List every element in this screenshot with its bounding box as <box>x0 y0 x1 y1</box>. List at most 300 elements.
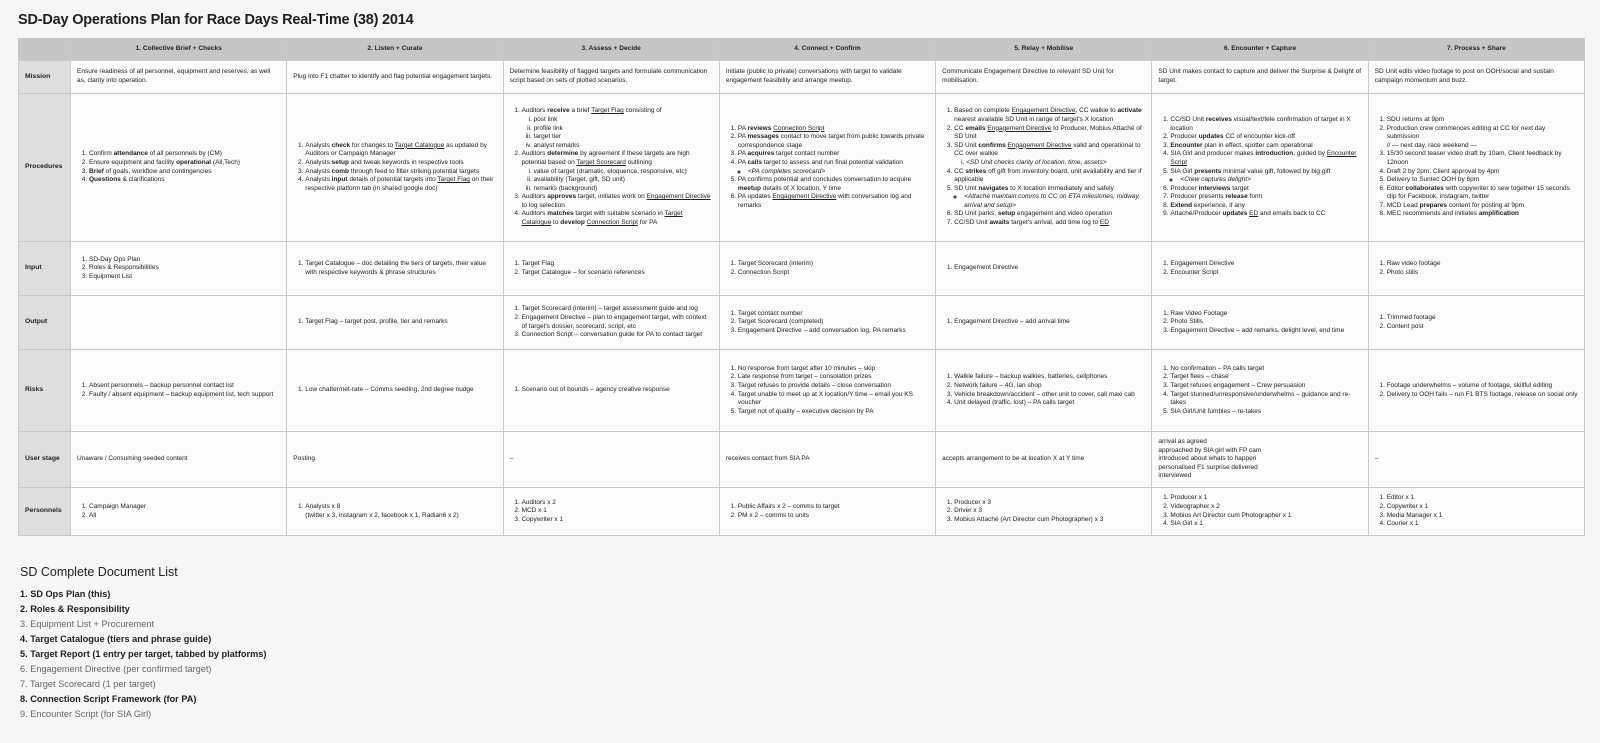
table-cell <box>1368 488 1584 536</box>
text-run: target, initiates work on <box>576 193 647 201</box>
table-cell <box>1152 350 1368 432</box>
list-item <box>89 159 280 168</box>
list-item <box>522 210 713 227</box>
document-list-item: 4. Target Catalogue (tiers and phrase guide) <box>20 634 212 644</box>
list-item <box>954 168 1145 185</box>
text-run: updates <box>1198 133 1224 141</box>
text-run: No response from target after 10 minutes – skip <box>737 364 876 372</box>
list-item <box>1387 269 1578 278</box>
text-run: Target Flag <box>437 176 470 184</box>
list-item <box>1170 150 1361 167</box>
text-run: for PA <box>637 218 658 226</box>
text-run: Draft 2 by 2pm, Client approval by 4pm <box>1386 167 1500 175</box>
document-list-item: 3. Equipment List + Procurement <box>20 619 155 629</box>
numbered-list <box>293 142 496 193</box>
cell-text: SD Unit makes contact to capture and deliver the Surprise & Delight of target. <box>1158 68 1362 84</box>
text-run: Copywriter x 1 <box>521 515 564 523</box>
table-cell <box>1368 432 1584 488</box>
list-item <box>1170 202 1361 211</box>
list-item <box>305 159 496 168</box>
text-run: Target Scorecard (interim) – target assessment guide and log <box>521 305 698 313</box>
text-run: analyst remarks <box>533 141 580 149</box>
text-run: a brief <box>569 107 592 115</box>
text-run: Network failure – 4G, lan shop <box>954 381 1042 389</box>
text-run: Target Flag – target post, profile, tier and remarks <box>305 318 448 326</box>
text-run: Producer <box>1170 184 1199 192</box>
text-run: Engagement Directive <box>1007 141 1072 149</box>
list-item <box>1387 202 1578 211</box>
list-item <box>954 318 1145 327</box>
list-item <box>1170 512 1361 521</box>
text-run: Engagement Directive <box>1170 259 1235 267</box>
text-run: details of X location, Y time <box>760 184 841 192</box>
table-cell <box>936 350 1152 432</box>
text-run: Content post <box>1386 322 1424 330</box>
text-run: Engagement Directive <box>646 193 711 201</box>
text-run: Driver x 3 <box>954 507 982 515</box>
cell-text: SD Unit edits video footage to post on OOH/social and sustain campaign momentum and buzz. <box>1374 68 1554 84</box>
text-run: Photo Stills <box>1170 318 1203 326</box>
sublist-item <box>534 142 713 151</box>
text-run: with conversation log and remarks <box>737 193 912 209</box>
text-run: post link <box>533 116 558 124</box>
text-run: Roles & Responsibilities <box>89 264 159 272</box>
list-item <box>954 219 1145 228</box>
list-item <box>522 269 713 278</box>
text-run: Target Scorecard <box>576 158 626 166</box>
list-item <box>1170 494 1361 503</box>
table-cell <box>1152 296 1368 350</box>
table-cell <box>71 432 287 488</box>
list-item <box>522 107 713 150</box>
table-cell <box>719 242 935 296</box>
list-item <box>522 150 713 193</box>
text-run: <PA completes scorecard> <box>747 167 826 175</box>
list-item <box>1170 269 1361 278</box>
document-list <box>20 565 266 722</box>
list-item <box>89 168 280 177</box>
cell-text: Unaware / Consuming seeded content <box>77 455 188 463</box>
text-run: , guided by <box>1293 150 1327 158</box>
list-item <box>954 107 1145 124</box>
list-item <box>738 193 929 210</box>
table-row <box>19 61 1585 94</box>
table-row <box>19 296 1585 350</box>
list-item <box>954 264 1145 273</box>
text-run: Vehicle breakdown/accident – other unit to cover, call maxi cab <box>954 390 1135 398</box>
text-run: Connection Script <box>737 268 790 276</box>
text-run: and tweak keywords in respective tools <box>349 158 464 166</box>
numbered-list <box>1375 494 1578 528</box>
text-run: Target contact number <box>737 309 803 317</box>
text-run: setup <box>331 158 349 166</box>
list-item <box>1387 494 1578 503</box>
text-run: Ensure equipment and facility <box>89 158 177 166</box>
text-run: (All,Tech) <box>211 158 241 166</box>
cell-text: – <box>509 455 514 463</box>
list-item <box>738 125 929 134</box>
text-run: CC/SD Unit <box>954 218 990 226</box>
text-run: Target unable to meet up at X location/Y time – email you KS voucher <box>737 390 913 407</box>
list-item <box>89 503 280 512</box>
document-list-item: 7. Target Scorecard (1 per target) <box>20 679 156 689</box>
table-cell <box>287 94 503 242</box>
table-row <box>19 242 1585 296</box>
text-run: Connection Script <box>586 218 638 226</box>
text-run: target to assess and run final potential validation <box>761 158 903 166</box>
text-run: Target Catalogue <box>521 210 683 226</box>
text-run: to X location immediately and safely <box>1008 184 1114 192</box>
text-run: Target Scorecard (interim) <box>737 259 813 267</box>
cell-text: arrival as agreed approached by SIA girl with FP cam introduced about whats to happen personalised F1 surprise delivered interviewed <box>1158 438 1262 480</box>
numbered-list <box>1158 310 1361 336</box>
text-run: value of target (dramatic, eloquence, responsive, etc) <box>533 167 687 175</box>
table-cell <box>1368 242 1584 296</box>
document-list-item: 9. Encounter Script (for SIA Girl) <box>20 709 152 719</box>
numbered-list <box>942 499 1145 525</box>
text-run: develop <box>560 218 585 226</box>
list-item <box>1170 116 1361 133</box>
text-run: Target flees – chase <box>1170 373 1229 381</box>
text-run: PA confirms potential and concludes conversation to acquire <box>737 176 912 184</box>
text-run: Editor x 1 <box>1386 494 1415 502</box>
numbered-list <box>1158 494 1361 528</box>
text-run: Scenario out of bounds – agency creative response <box>521 386 670 394</box>
bullet-sublist <box>954 193 1145 210</box>
text-run: introduction <box>1255 150 1294 158</box>
text-run: matches <box>547 210 574 218</box>
text-run: target's arrival, add time log to <box>1009 218 1100 226</box>
text-run: Analysts x 8 <box>305 502 341 510</box>
numbered-list <box>293 386 496 395</box>
table-row <box>19 94 1585 242</box>
text-run: minimal value gift, followed by big gift <box>1221 167 1331 175</box>
text-run: Target refuses engagement – Crew persuasion <box>1170 381 1306 389</box>
text-run: SIA Girl <box>1170 167 1195 175</box>
list-item <box>1170 408 1361 417</box>
sublist-item <box>534 133 713 142</box>
text-run: receive <box>547 107 570 115</box>
text-run: Auditors <box>521 150 548 158</box>
document-list-item: 5. Target Report (1 entry per target, tabbed by platforms) <box>20 649 267 659</box>
list-item <box>954 210 1145 219</box>
list-item <box>305 142 496 159</box>
list-item <box>1170 142 1361 151</box>
table-cell <box>936 296 1152 350</box>
list-item <box>1387 176 1578 185</box>
list-item <box>305 176 496 193</box>
list-item <box>305 503 496 520</box>
text-run: 15/30 second teaser video draft by 10am, Client feedback by 12noon <box>1386 150 1562 166</box>
table-cell <box>719 350 935 432</box>
text-run: PA <box>737 150 748 158</box>
numbered-list <box>726 310 929 336</box>
cell-text: Communicate Engagement Directive to relevant SD Unit for mobilisation. <box>942 68 1114 84</box>
numbered-list <box>77 382 280 399</box>
text-run: No confirmation – PA calls target <box>1170 364 1265 372</box>
text-run: experience, if any <box>1192 201 1245 209</box>
table-cell <box>1368 296 1584 350</box>
column-header: 5. Relay + Mobilise <box>936 39 1152 61</box>
list-item <box>954 391 1145 400</box>
text-run: Engagement Directive <box>987 124 1052 132</box>
table-cell <box>71 94 287 242</box>
text-run: content for posting at 9pm <box>1447 201 1524 209</box>
text-run: Engagement Directive <box>772 193 837 201</box>
list-item <box>89 512 280 521</box>
text-run: attendance <box>113 150 148 158</box>
column-header: 1. Collective Brief + Checks <box>71 39 287 61</box>
text-run: SIA Girl/Unit fumbles – re-takes <box>1170 407 1262 415</box>
text-run: through feed to filter striking potential targets <box>349 167 480 175</box>
text-run: profile link <box>533 124 563 132</box>
column-header: 7. Process + Share <box>1368 39 1584 61</box>
text-run: PA <box>737 133 748 141</box>
text-run: check <box>331 141 351 149</box>
list-item <box>954 507 1145 516</box>
text-run: Engagement Directive – add conversation log, PA remarks <box>737 326 906 334</box>
cell-text: receives contact from SIA PA <box>725 455 810 463</box>
text-run: nearest available SD Unit in range of target's X location <box>954 116 1114 124</box>
text-run: details of potential targets into <box>347 176 438 184</box>
text-run: Trimmed footage <box>1386 313 1436 321</box>
numbered-list <box>1375 260 1578 277</box>
text-run: Connection Script <box>773 124 825 132</box>
text-run: Analysts <box>305 141 332 149</box>
text-run: remarks (background) <box>533 184 598 192</box>
text-run: Footage underwhelms – volume of footage, skillful editing <box>1386 381 1553 389</box>
list-item <box>305 168 496 177</box>
list-item <box>1387 185 1578 202</box>
numbered-list <box>293 318 496 327</box>
list-item <box>1387 260 1578 269</box>
text-run: Mobius Attaché (Art Director cum Photographer) x 3 <box>954 515 1104 523</box>
text-run: CC <box>954 124 966 132</box>
text-run: Producer presents <box>1170 193 1226 201</box>
text-run: target contact number <box>774 150 840 158</box>
text-run: consisting of <box>623 107 662 115</box>
text-run: Absent personnels – backup personnel contact list <box>89 381 234 389</box>
text-run: Confirm <box>89 150 114 158</box>
text-run: Target Flag <box>521 259 555 267</box>
numbered-list <box>1375 314 1578 331</box>
text-run: ED <box>1099 218 1109 226</box>
text-run: Connection Script – conversation guide for PA to contact target <box>521 331 703 339</box>
table-cell <box>503 432 719 488</box>
sublist-item <box>534 125 713 134</box>
text-run: strikes <box>965 167 987 175</box>
table-cell <box>287 350 503 432</box>
text-run: Courier x 1 <box>1386 520 1419 528</box>
list-item <box>1387 391 1578 400</box>
text-run: PA <box>737 124 748 132</box>
table-cell <box>1368 61 1584 94</box>
numbered-list <box>77 150 280 184</box>
roman-sublist <box>522 168 713 194</box>
table-cell <box>936 488 1152 536</box>
text-run: to Producer, Mobius Attaché of SD Unit <box>954 124 1142 141</box>
list-item <box>954 125 1145 142</box>
list-item <box>1387 323 1578 332</box>
text-run: Auditors <box>521 193 548 201</box>
text-run: Late response from target – consolation prizes <box>737 373 872 381</box>
table-cell <box>71 61 287 94</box>
row-header: Personnels <box>19 488 71 536</box>
numbered-list <box>726 503 929 520</box>
text-run: engagement and video operation <box>1015 210 1113 218</box>
list-item <box>954 382 1145 391</box>
text-run: MEC recommends and initiates <box>1386 210 1479 218</box>
text-run: Walkie failure – backup walkies, batteries, cellphones <box>954 373 1108 381</box>
text-run: prepares <box>1419 201 1448 209</box>
table-cell <box>503 94 719 242</box>
numbered-list <box>293 260 496 277</box>
text-run: availability (Target, gift, SD unit) <box>533 176 625 184</box>
list-item <box>522 507 713 516</box>
roman-sublist <box>522 116 713 150</box>
cell-text: accepts arrangement to be at location X at Y time <box>942 455 1085 463</box>
text-run: input <box>331 176 348 184</box>
list-item <box>954 399 1145 408</box>
text-run: Engagement Directive <box>954 264 1019 272</box>
table-cell <box>503 488 719 536</box>
list-item <box>738 373 929 382</box>
document-list-heading: SD Complete Document List <box>20 565 178 579</box>
list-item <box>522 260 713 269</box>
text-run: Brief <box>89 167 104 175</box>
text-run: calls <box>747 158 762 166</box>
numbered-list <box>293 503 496 520</box>
list-item <box>522 193 713 210</box>
text-run: SD-Day Ops Plan <box>89 255 141 263</box>
text-run: Low chatter/net-rate – Comms seeding, 2nd degree nudge <box>305 386 474 394</box>
list-item <box>1170 327 1361 336</box>
text-run: SIA Girl and producer makes <box>1170 150 1256 158</box>
item-note: // — next day, race weekend — <box>1386 141 1477 149</box>
document-list-items <box>20 587 266 722</box>
text-run: meetup <box>737 184 761 192</box>
numbered-list <box>510 305 713 339</box>
sublist-item <box>534 116 713 125</box>
list-item <box>738 391 929 408</box>
text-run: PA <box>737 158 748 166</box>
list-item <box>738 176 929 193</box>
text-run: Target not of quality – executive decision by PA <box>737 407 874 415</box>
text-run: Based on complete <box>954 107 1012 115</box>
numbered-list <box>77 256 280 282</box>
column-header: 4. Connect + Confirm <box>719 39 935 61</box>
numbered-list <box>1375 116 1578 219</box>
text-run: Target stunned/unresponsive/underwhelms – guidance and re-takes <box>1170 390 1351 407</box>
table-cell <box>71 242 287 296</box>
text-run: Engagement Directive – plan to engagement target, with context of target's dossier, scorecard, script, etc <box>521 313 707 330</box>
text-run: Faulty / absent equipment – backup equipment list, tech support <box>89 390 274 398</box>
text-run: MCD Lead <box>1386 201 1420 209</box>
list-item <box>1170 365 1361 374</box>
list-item <box>1387 512 1578 521</box>
text-run: SIA Girl x 1 <box>1170 520 1203 528</box>
text-run: Extend <box>1170 201 1193 209</box>
text-run: SD Unit <box>954 141 979 149</box>
text-run: CC/SD Unit <box>1170 116 1206 124</box>
row-header: User stage <box>19 432 71 488</box>
text-run: Copywriter x 1 <box>1386 502 1429 510</box>
text-run: messages <box>747 133 779 141</box>
text-run: operational <box>176 158 212 166</box>
list-item <box>738 365 929 374</box>
numbered-list <box>1375 382 1578 399</box>
list-item <box>1170 318 1361 327</box>
list-item <box>522 314 713 331</box>
list-item <box>89 150 280 159</box>
table-cell <box>719 61 935 94</box>
table-cell <box>1152 488 1368 536</box>
list-item <box>1387 210 1578 219</box>
text-run: PA updates <box>737 193 773 201</box>
list-item <box>738 133 929 150</box>
list-item <box>1387 503 1578 512</box>
text-run: <Crew captures delight> <box>1180 176 1251 184</box>
page-title: SD-Day Operations Plan for Race Days Real-Time (38) 2014 <box>18 12 414 28</box>
text-run: MCD x 1 <box>521 507 547 515</box>
text-run: SDU returns at 9pm <box>1386 116 1445 124</box>
text-run: Encounter Script <box>1170 150 1357 166</box>
table-cell <box>1368 350 1584 432</box>
text-run: SD Unit <box>954 184 979 192</box>
text-run: presents <box>1194 167 1222 175</box>
cell-text: Plug into F1 chatter to identify and flag potential engagement targets. <box>293 72 493 80</box>
numbered-list <box>510 499 713 525</box>
sublist-item <box>534 185 713 194</box>
text-run: awaits <box>989 218 1010 226</box>
list-item <box>305 318 496 327</box>
text-run: setup <box>997 210 1016 218</box>
text-run: Engagement Directive – add remarks, delight level, end time <box>1170 326 1345 334</box>
table-cell <box>287 488 503 536</box>
text-run: CC of encounter kick-off <box>1223 133 1295 141</box>
list-item <box>738 269 929 278</box>
text-run: Questions <box>89 176 121 184</box>
table-cell <box>503 61 719 94</box>
bullet-item <box>964 193 1145 210</box>
text-run: Auditors x 2 <box>521 498 556 506</box>
text-run: by agreement if these targets are high potential based on <box>521 150 690 166</box>
text-run: contact to move target from public towards private correspondence stage <box>737 133 925 149</box>
table-cell <box>719 488 935 536</box>
list-item <box>1387 314 1578 323</box>
list-item <box>1170 520 1361 529</box>
text-run: CC <box>954 167 966 175</box>
text-run: Editor <box>1386 184 1406 192</box>
bullet-item <box>748 168 929 177</box>
list-item <box>738 159 929 176</box>
table-cell <box>1152 242 1368 296</box>
list-item <box>738 150 929 159</box>
text-run: outlining <box>625 158 652 166</box>
list-item <box>1170 133 1361 142</box>
numbered-list <box>942 318 1145 327</box>
document-list-item: 6. Engagement Directive (per confirmed target) <box>20 664 212 674</box>
numbered-list <box>726 365 929 416</box>
list-item <box>89 264 280 273</box>
text-run: Equipment List <box>89 272 132 280</box>
list-item <box>738 503 929 512</box>
text-run: on their respective platform tab (in shared google doc) <box>305 176 494 192</box>
table-header-row <box>19 39 1585 61</box>
sublist-item <box>534 176 713 185</box>
numbered-list <box>77 503 280 520</box>
text-run: amplification <box>1478 210 1519 218</box>
